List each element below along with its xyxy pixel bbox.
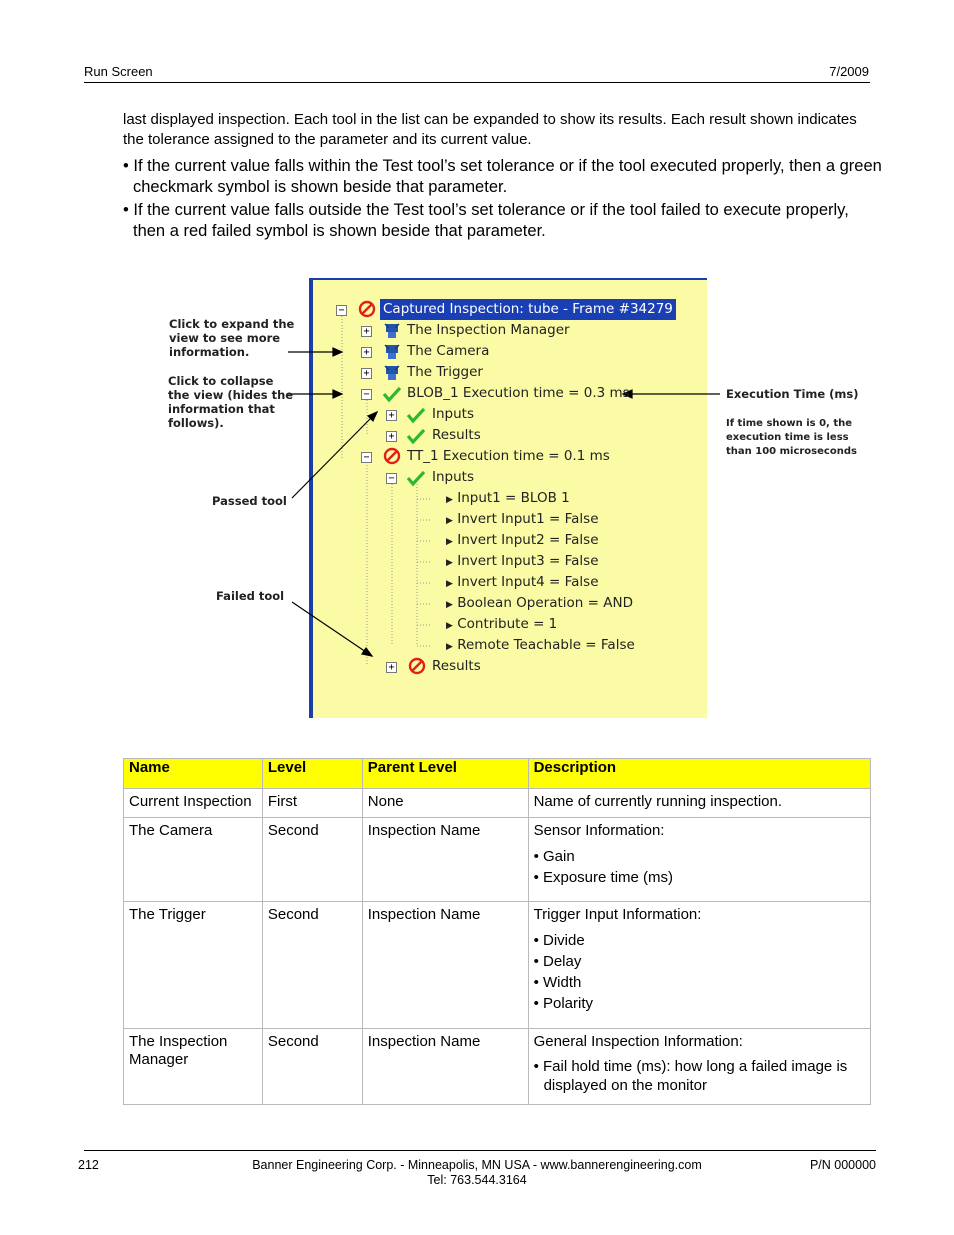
- checkmark-icon: [406, 427, 426, 445]
- list-item: • Gain: [534, 846, 865, 867]
- description-heading: General Inspection Information:: [533, 1033, 743, 1050]
- cell-parent: None: [362, 789, 528, 818]
- failed-icon: [358, 300, 376, 318]
- footer-company: Banner Engineering Corp. - Minneapolis, MN USA - www.bannerengineering.com: [252, 1158, 702, 1172]
- cell-name: The Camera: [124, 818, 263, 902]
- collapse-icon[interactable]: −: [336, 305, 347, 316]
- caret-right-icon: ▶: [446, 621, 453, 631]
- annotation-passed-tool: Passed tool: [212, 494, 287, 508]
- tree-leaf-label: Input1 = BLOB 1: [457, 490, 570, 506]
- tree-label-tt1: TT_1 Execution time = 0.1 ms: [407, 448, 610, 464]
- collapse-icon[interactable]: −: [361, 452, 372, 463]
- tree-label-inspection-manager: The Inspection Manager: [407, 322, 570, 338]
- column-header-level: Level: [262, 759, 362, 789]
- cell-level: Second: [262, 1029, 362, 1105]
- table-row: [124, 1029, 871, 1105]
- tree-leaf[interactable]: [446, 509, 599, 530]
- bullet-pass: • If the current value falls within the Test tool’s set tolerance or if the tool executed properly, then a green checkmark symbol is shown beside that parameter.: [123, 156, 885, 198]
- description-heading: Trigger Input Information:: [533, 906, 702, 923]
- tree-label-blob1: BLOB_1 Execution time = 0.3 ms: [407, 385, 630, 401]
- tool-node-icon: [383, 322, 401, 340]
- column-header-parent-level: Parent Level: [362, 759, 528, 789]
- tree-leaf-label: Contribute = 1: [457, 616, 558, 632]
- tree-label-blob1-results: Results: [432, 427, 481, 443]
- annotation-execution-time-note: If time shown is 0, the execution time is less than 100 microseconds: [726, 418, 857, 457]
- intro-paragraph: last displayed inspection. Each tool in the list can be expanded to show its results. Each result shown indicates the tolerance assigned to the parameter and its current value.: [123, 111, 857, 148]
- cell-level: Second: [262, 902, 362, 1029]
- table-header-row: [124, 759, 871, 789]
- failed-icon: [408, 657, 426, 675]
- tree-leaf[interactable]: [446, 572, 599, 593]
- cell-level: First: [262, 789, 362, 818]
- tree-leaf[interactable]: [446, 551, 599, 572]
- cell-description: [528, 902, 870, 1029]
- expand-icon[interactable]: +: [386, 410, 397, 421]
- tree-leaf-label: Invert Input1 = False: [457, 511, 599, 527]
- running-header-date: 7/2009: [829, 64, 869, 79]
- cell-description: [528, 818, 870, 902]
- expand-icon[interactable]: +: [361, 347, 372, 358]
- caret-right-icon: ▶: [446, 516, 453, 526]
- checkmark-icon: [382, 385, 402, 403]
- bullet-fail: • If the current value falls outside the Test tool’s set tolerance or if the tool failed to execute properly, then a red failed symbol is shown beside that parameter.: [123, 200, 885, 242]
- caret-right-icon: ▶: [446, 495, 453, 505]
- tree-leaf-label: Invert Input4 = False: [457, 574, 599, 590]
- list-item: • Exposure time (ms): [534, 867, 865, 888]
- checkmark-icon: [406, 469, 426, 487]
- description-heading: Sensor Information:: [533, 822, 665, 839]
- description-list: [534, 846, 865, 888]
- caret-right-icon: ▶: [446, 537, 453, 547]
- tool-node-icon: [383, 364, 401, 382]
- tree-label-trigger: The Trigger: [407, 364, 483, 380]
- page-number: 212: [78, 1158, 99, 1172]
- tree-leaf-label: Remote Teachable = False: [457, 637, 635, 653]
- table-row: [124, 789, 871, 818]
- expand-icon[interactable]: +: [361, 326, 372, 337]
- cell-parent: Inspection Name: [362, 818, 528, 902]
- tree-label-tt1-results: Results: [432, 658, 481, 674]
- collapse-icon[interactable]: −: [386, 473, 397, 484]
- list-item: • Fail hold time (ms): how long a failed image is displayed on the monitor: [534, 1057, 865, 1095]
- tree-label-camera: The Camera: [407, 343, 490, 359]
- collapse-icon[interactable]: −: [361, 389, 372, 400]
- column-header-description: Description: [528, 759, 870, 789]
- cell-description: Name of currently running inspection.: [528, 789, 870, 818]
- expand-icon[interactable]: +: [386, 431, 397, 442]
- cell-description: [528, 1029, 870, 1105]
- tree-leaf-label: Invert Input2 = False: [457, 532, 599, 548]
- description-list: [534, 930, 865, 1014]
- list-item: • Width: [534, 972, 865, 993]
- table-row: [124, 902, 871, 1029]
- tree-label-blob1-inputs: Inputs: [432, 406, 474, 422]
- list-item: • Divide: [534, 930, 865, 951]
- cell-parent: Inspection Name: [362, 1029, 528, 1105]
- caret-right-icon: ▶: [446, 579, 453, 589]
- annotation-failed-tool: Failed tool: [216, 589, 285, 603]
- cell-parent: Inspection Name: [362, 902, 528, 1029]
- list-item: • Delay: [534, 951, 865, 972]
- caret-right-icon: ▶: [446, 642, 453, 652]
- tree-leaf[interactable]: [446, 488, 570, 509]
- tree-leaf-label: Invert Input3 = False: [457, 553, 599, 569]
- cell-name: The Trigger: [124, 902, 263, 1029]
- annotation-execution-time-title: Execution Time (ms): [726, 387, 859, 401]
- tree-label-captured-inspection: Captured Inspection: tube - Frame #34279: [380, 299, 676, 320]
- list-item: • Polarity: [534, 993, 865, 1014]
- tree-leaf[interactable]: [446, 530, 599, 551]
- description-list: [534, 1057, 865, 1095]
- cell-name: The Inspection Manager: [124, 1029, 263, 1105]
- footer-phone: Tel: 763.544.3164: [427, 1173, 527, 1187]
- tree-leaf[interactable]: [446, 614, 557, 635]
- tree-label-tt1-inputs: Inputs: [432, 469, 474, 485]
- annotation-expand: Click to expand the view to see more information.: [169, 317, 295, 359]
- checkmark-icon: [406, 406, 426, 424]
- cell-level: Second: [262, 818, 362, 902]
- tree-leaf-label: Boolean Operation = AND: [457, 595, 633, 611]
- footer-rule: [84, 1150, 876, 1151]
- annotation-collapse: Click to collapse the view (hides the information that follows).: [168, 374, 294, 430]
- column-header-name: Name: [124, 759, 263, 789]
- part-number: P/N 000000: [809, 1158, 876, 1172]
- tree-levels-table: [123, 758, 871, 1105]
- tree-leaf[interactable]: [446, 635, 635, 656]
- expand-icon[interactable]: +: [361, 368, 372, 379]
- caret-right-icon: ▶: [446, 600, 453, 610]
- cell-name: Current Inspection: [124, 789, 263, 818]
- table-row: [124, 818, 871, 902]
- failed-icon: [383, 447, 401, 465]
- running-header-section: Run Screen: [84, 64, 153, 79]
- tool-node-icon: [383, 343, 401, 361]
- expand-icon[interactable]: +: [386, 662, 397, 673]
- tree-leaf[interactable]: [446, 593, 633, 614]
- caret-right-icon: ▶: [446, 558, 453, 568]
